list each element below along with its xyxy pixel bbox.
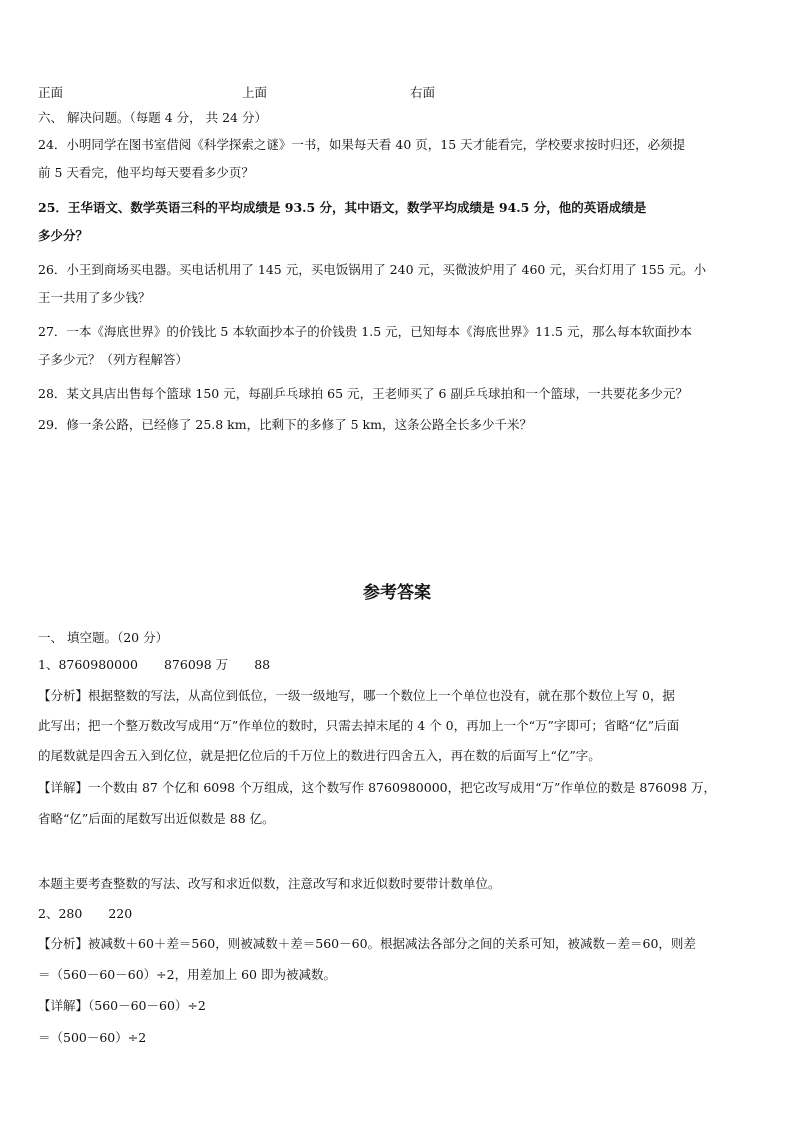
- view-labels: [38, 83, 758, 99]
- answer-1-value-2: 876098 万: [163, 657, 229, 672]
- question-27-line-2: 子多少元？（列方程解答）: [38, 352, 189, 367]
- answers-title: 参考答案: [363, 583, 431, 603]
- answer-2-analysis-line-1: 【分析】被减数＋60＋差＝560，则被减数＋差＝560－60。根据减法各部分之间的关系可知，被减数－差＝60，则差: [38, 936, 696, 951]
- answer-1-detail-line-1: 【详解】一个数由 87 个亿和 6098 个万组成，这个数写作 8760980000，把它改写成用“万”作单位的数是 876098 万，: [38, 780, 717, 795]
- question-25-line-1: 25．王华语文、数学英语三科的平均成绩是 93.5 分，其中语文，数学平均成绩是 94.5 分，他的英语成绩是: [38, 200, 647, 215]
- answer-1-note: 本题主要考查整数的写法、改写和求近似数，注意改写和求近似数时要带计数单位。: [38, 876, 501, 891]
- answer-2-value-2: 220: [108, 906, 133, 921]
- answer-2-number: 2、280: [38, 906, 83, 921]
- answer-2-detail-line-2: ＝（500－60）÷2: [38, 1030, 147, 1045]
- question-27-line-1: 27．一本《海底世界》的价钱比 5 本软面抄本子的价钱贵 1.5 元，已知每本《海底世界》11.5 元，那么每本软面抄本: [38, 324, 692, 339]
- answer-2: [38, 906, 758, 922]
- answer-1-analysis-line-2: 此写出；把一个整万数改写成用“万”作单位的数时，只需去掉末尾的 4 个 0，再加上一个“万”字即可；省略“亿”后面: [38, 718, 680, 733]
- answer-1-analysis-line-3: 的尾数就是四舍五入到亿位，就是把亿位后的千万位上的数进行四舍五入，再在数的后面写上“亿”字。: [38, 748, 601, 763]
- answer-1: [38, 657, 758, 673]
- answer-1-detail-line-2: 省略“亿”后面的尾数写出近似数是 88 亿。: [38, 811, 275, 826]
- answers-section-1-heading: 一、 填空题。（20 分）: [38, 630, 169, 645]
- right-view-label: 右面: [410, 85, 436, 100]
- front-view-label: 正面: [38, 85, 64, 100]
- answer-1-value-3: 88: [254, 657, 271, 672]
- question-29: 29．修一条公路，已经修了 25.8 km，比剩下的多修了 5 km，这条公路全长多少千米？: [38, 417, 532, 432]
- question-28: 28．某文具店出售每个篮球 150 元，每副乒乓球拍 65 元，王老师买了 6 副乒乓球拍和一个篮球，一共要花多少元？: [38, 386, 688, 401]
- answer-1-number: 1、8760980000: [38, 657, 138, 672]
- section-6-heading: 六、 解决问题。（每题 4 分， 共 24 分）: [38, 110, 267, 125]
- question-26-line-1: 26．小王到商场买电器。买电话机用了 145 元，买电饭锅用了 240 元，买微波炉用了 460 元，买台灯用了 155 元。小: [38, 262, 707, 277]
- question-24-line-2: 前 5 天看完，他平均每天要看多少页？: [38, 165, 254, 180]
- top-view-label: 上面: [242, 85, 268, 100]
- answer-1-analysis-line-1: 【分析】根据整数的写法，从高位到低位，一级一级地写，哪一个数位上一个单位也没有，就在那个数位上写 0，据: [38, 688, 675, 703]
- question-25-line-2: 多少分？: [38, 228, 89, 243]
- answer-2-analysis-line-2: ＝（560－60－60）÷2，用差加上 60 即为被减数。: [38, 967, 336, 982]
- question-26-line-2: 王一共用了多少钱？: [38, 290, 151, 305]
- question-24-line-1: 24．小明同学在图书室借阅《科学探索之谜》一书，如果每天看 40 页，15 天才能看完，学校要求按时归还，必须提: [38, 137, 686, 152]
- answer-2-detail-line-1: 【详解】（560－60－60）÷2: [38, 998, 206, 1013]
